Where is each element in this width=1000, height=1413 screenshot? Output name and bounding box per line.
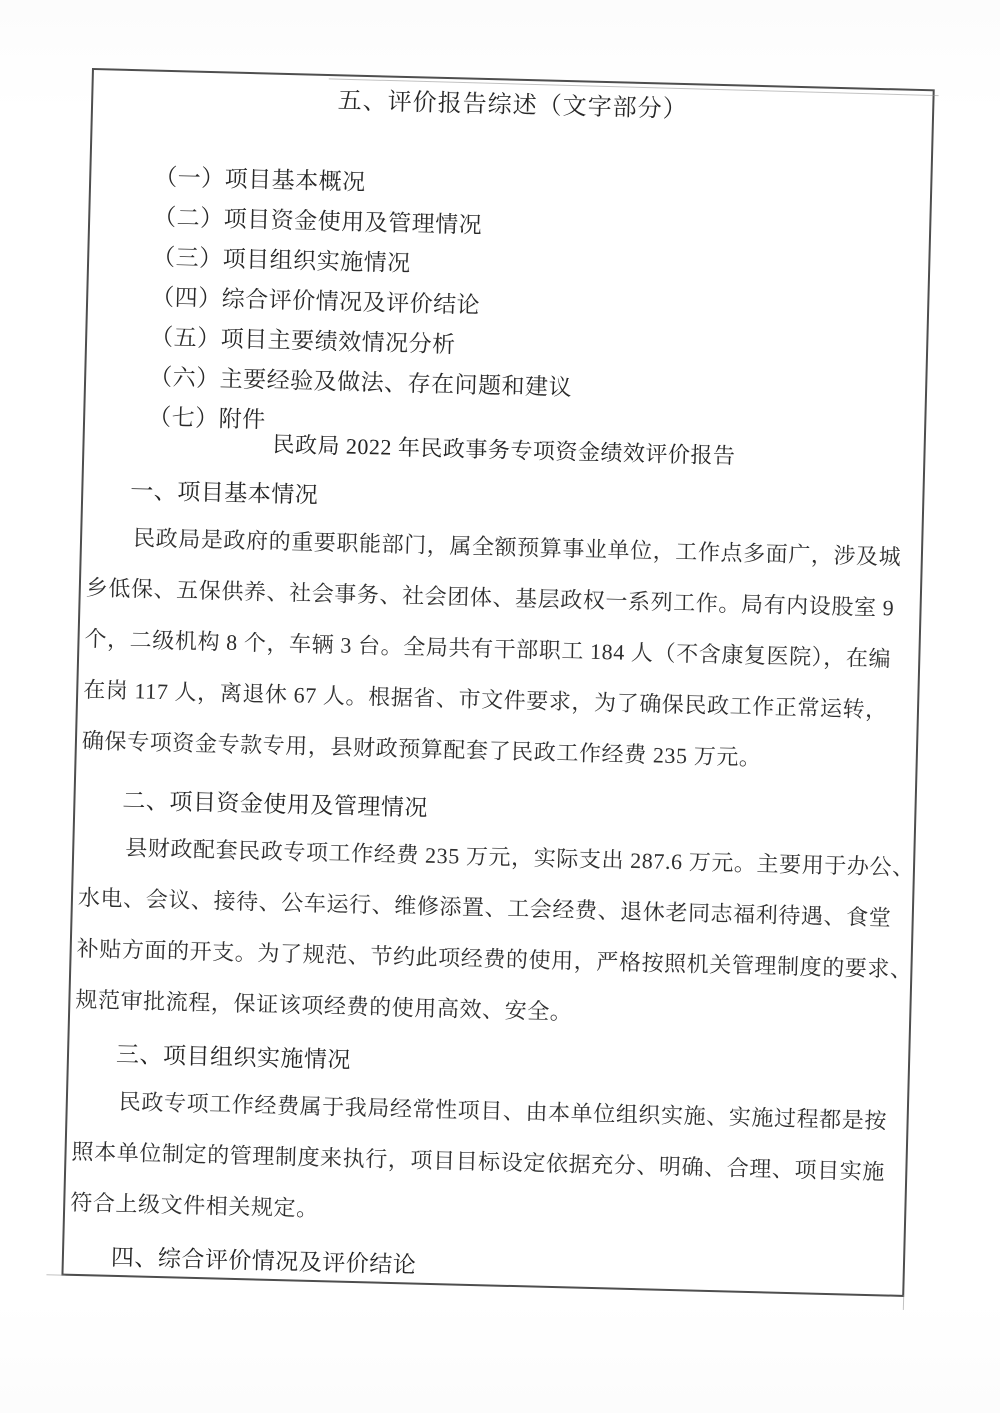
toc-item-1: （一）项目基本概况 [153,164,367,195]
paragraph-line: 照本单位制定的管理制度来执行，项目目标设定依据充分、明确、合理、项目实施 [71,1138,886,1185]
toc-item-7: （七）附件 [147,404,266,433]
paragraph-line: 在岗 117 人，离退休 67 人。根据省、市文件要求，为了确保民政工作正常运转， [82,676,889,723]
scan-artifact-bottom-left-tick [46,1274,65,1275]
document-border [61,68,934,1297]
paragraph-line: 补贴方面的开支。为了规范、节约此项经费的使用，严格按照机关管理制度的要求、 [76,935,913,983]
toc-item-6: （六）主要经验及做法、存在问题和建议 [148,364,573,401]
paragraph-line: 个，二级机构 8 个，车辆 3 台。全局共有干部职工 184 人（不含康复医院），在编 [84,625,892,672]
report-title: 民政局 2022 年民政事务专项资金绩效评价报告 [272,431,736,469]
paragraph-line: 确保专项资金专款专用，县财政预算配套了民政工作经费 235 万元。 [81,727,762,771]
section-heading-3: 三、项目组织实施情况 [115,1041,352,1073]
page-title: 五、评价报告综述（文字部分） [337,88,688,124]
section-4 [69,1243,898,1292]
paragraph-line: 规范审批流程，保证该项经费的使用高效、安全。 [75,986,573,1025]
paragraph-line: 符合上级文件相关规定。 [69,1189,320,1222]
toc-item-4: （四）综合评价情况及评价结论 [150,284,481,318]
scan-artifact-bottom-right-tick [903,1295,904,1310]
section-1 [81,476,917,787]
paragraph-line: 县财政配套民政专项工作经费 235 万元，实际支出 287.6 万元。主要用于办公、 [124,835,916,881]
section-heading-1: 一、项目基本情况 [130,478,319,508]
paragraph-line: 民政局是政府的重要职能部门，属全额预算事业单位，工作点多面广，涉及城 [132,525,902,570]
section-paragraph-2 [75,821,916,1046]
section-3 [70,1040,903,1249]
toc-item-3: （三）项目组织实施情况 [151,244,411,277]
section-paragraph-1 [81,511,916,787]
section-heading-2: 二、项目资金使用及管理情况 [122,788,429,821]
toc-item-2: （二）项目资金使用及管理情况 [152,204,483,238]
paragraph-line: 乡低保、五保供养、社会事务、社会团体、基层政权一系列工作。局有内设股室 9 [85,575,895,621]
section-heading-4: 四、综合评价情况及评价结论 [110,1244,417,1278]
toc-item-5: （五）项目主要绩效情况分析 [149,324,456,358]
paragraph-line: 民政专项工作经费属于我局经常性项目、由本单位组织实施、实施过程都是按 [118,1089,888,1134]
paragraph-line: 水电、会议、接待、公车运行、维修添置、工会经费、退休老同志福利待遇、食堂 [77,884,892,931]
section-paragraph-3 [70,1075,903,1249]
toc-list [148,158,923,457]
section-2 [75,786,916,1046]
